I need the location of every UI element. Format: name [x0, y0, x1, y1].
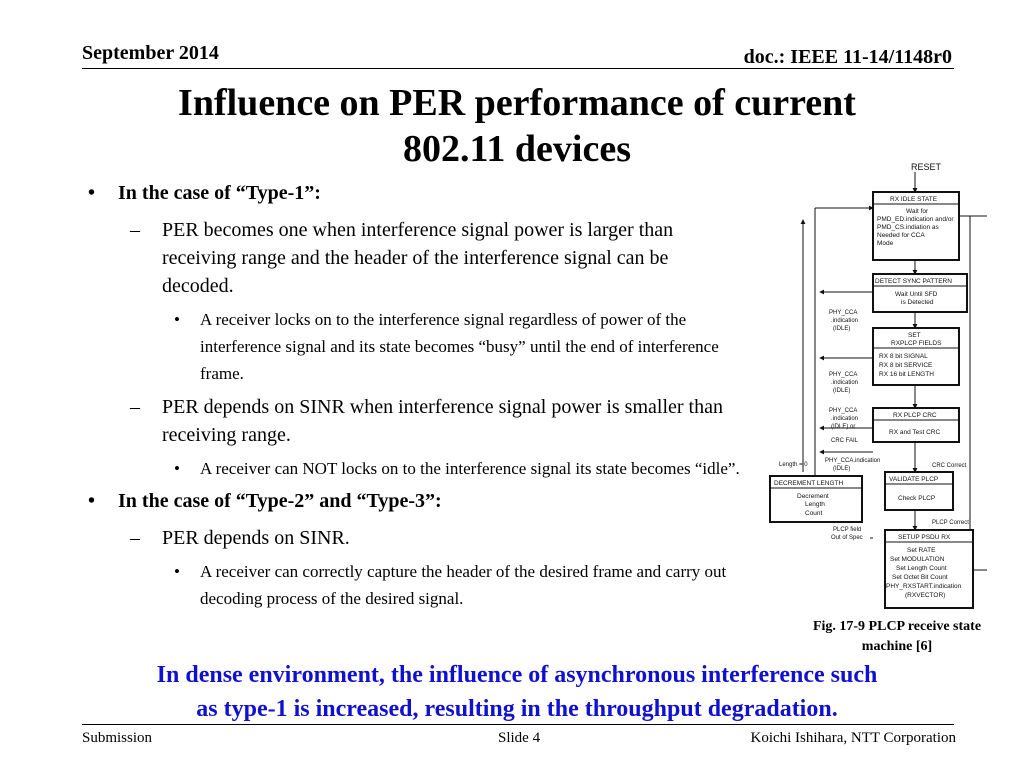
setup-psdu-title: SETUP PSDU RX — [898, 534, 951, 541]
set-rxplcp-title: SET — [908, 332, 921, 339]
cca-label: (IDLE) — [833, 326, 851, 332]
bullet-dot: • — [174, 459, 180, 478]
detect-sync-line: is Detected — [901, 299, 934, 306]
caption-line-1: Fig. 17-9 PLCP receive state — [812, 619, 982, 634]
bullet-text: In the case of “Type-2” and “Type-3”: — [118, 490, 442, 512]
header-date: September 2014 — [82, 42, 219, 64]
subbullet-per-one — [80, 216, 760, 300]
cca-label: .indication — [831, 380, 859, 386]
rx-plcp-crc-line: RX and Test CRC — [889, 429, 941, 436]
subbullet-per-sinr-2 — [80, 524, 760, 552]
dash-marker: – — [130, 527, 140, 549]
cca-label: .indication — [831, 318, 859, 324]
set-rxplcp-line: RX 8 bit SIGNAL — [879, 353, 928, 360]
set-rxplcp-line: RX 16 bit LENGTH — [879, 371, 934, 378]
plcp-field-label: Out of Spec — [831, 535, 863, 541]
subbullet-per-sinr — [80, 393, 760, 449]
subsubbullet-locks-on — [80, 306, 760, 387]
bullet-dot: • — [174, 562, 180, 581]
bullet-dot: • — [88, 490, 96, 512]
dash-marker: – — [130, 219, 140, 241]
setup-psdu-line: PHY_RXSTART.indication — [886, 583, 962, 590]
footer-divider — [82, 724, 954, 725]
cca-label: (IDLE) — [833, 388, 851, 394]
set-rxplcp-title: RXPLCP FIELDS — [891, 340, 942, 347]
bullet-dot: • — [88, 182, 96, 204]
bullet-text: PER becomes one when interference signal power is larger than receiving range and the header of the interference signal can be decoded. — [162, 219, 674, 297]
header-divider — [82, 68, 954, 69]
cca-label: (IDLE) or — [831, 424, 856, 430]
plcp-field-label: PLCP field — [833, 527, 862, 533]
caption-line-2: machine [6] — [861, 639, 933, 654]
setup-psdu-line: Set Octet Bit Count — [892, 574, 948, 581]
footer-author: Koichi Ishihara, NTT Corporation — [750, 730, 956, 746]
title-line-1: Influence on PER performance of current — [178, 82, 856, 124]
bullet-dot: • — [174, 310, 180, 329]
cca-label: PHY_CCA — [829, 310, 858, 316]
length-zero-label: Length = 0 — [779, 462, 808, 468]
conclusion-text — [70, 658, 964, 726]
decrement-line: Count — [805, 510, 823, 517]
set-rxplcp-line: RX 8 bit SERVICE — [879, 362, 933, 369]
subsubbullet-not-locks — [80, 455, 760, 482]
validate-plcp-line: Check PLCP — [898, 495, 936, 502]
slide-title — [60, 80, 974, 172]
conclusion-line-1: In dense environment, the influence of asynchronous interference such — [156, 662, 878, 688]
cca-label: PHY_CCA — [829, 372, 858, 378]
dash-marker: – — [130, 396, 140, 418]
setup-psdu-line: (RXVECTOR) — [905, 592, 946, 599]
setup-psdu-line: Set RATE — [907, 547, 936, 554]
bullet-text: A receiver locks on to the interference signal regardless of power of the interference signal and its state becomes “busy” until the end of interference frame. — [200, 310, 719, 383]
footer-slide-number: Slide 4 — [498, 730, 541, 746]
reset-label: RESET — [911, 162, 942, 172]
validate-plcp-title: VALIDATE PLCP — [889, 476, 939, 483]
cca-label: (IDLE) — [833, 466, 851, 472]
bullet-text: In the case of “Type-1”: — [118, 182, 321, 204]
crc-correct-label: CRC Correct — [932, 463, 967, 469]
conclusion-line-2: as type-1 is increased, resulting in the throughput degradation. — [196, 696, 838, 722]
header-doc-id: doc.: IEEE 11-14/1148r0 — [743, 46, 952, 68]
footer-submission: Submission — [82, 730, 153, 746]
title-line-2: 802.11 devices — [403, 128, 631, 170]
decrement-title: DECREMENT LENGTH — [774, 480, 844, 487]
bullet-type2-type3 — [80, 488, 760, 514]
bullet-text: PER depends on SINR. — [162, 527, 350, 549]
rx-idle-line: Wait for — [906, 208, 929, 215]
cca-label: PHY_CCA.indication — [825, 458, 881, 464]
rx-idle-line: PMD_ED.indication and/or — [877, 216, 954, 223]
decrement-line: Length — [805, 501, 825, 508]
subsubbullet-capture-header — [80, 558, 760, 612]
plcp-correct-label: PLCP Correct — [932, 520, 969, 526]
bullet-text: A receiver can correctly capture the header of the desired frame and carry out decoding process of the desired signal. — [200, 562, 727, 608]
rx-idle-title: RX IDLE STATE — [890, 196, 938, 203]
detect-sync-line: Wait Until SFD — [895, 291, 938, 298]
decrement-line: Decrement — [797, 493, 829, 500]
bullet-type1 — [80, 180, 760, 206]
detect-sync-title: DETECT SYNC PATTERN — [875, 278, 952, 285]
setup-psdu-line: Set Length Count — [896, 565, 947, 572]
rx-idle-line: Mode — [877, 240, 894, 247]
rx-idle-line: PMD_CS.indiation as — [877, 224, 939, 231]
bullet-text: PER depends on SINR when interference signal power is smaller than receiving range. — [162, 396, 723, 446]
cca-label: PHY_CCA — [829, 408, 858, 414]
bullet-text: A receiver can NOT locks on to the interference signal its state becomes “idle”. — [200, 459, 740, 478]
bullet-list — [80, 180, 760, 618]
cca-label: .indication — [831, 416, 859, 422]
setup-psdu-line: Set MODULATION — [890, 556, 945, 563]
cca-label: CRC FAIL — [831, 438, 859, 444]
plcp-state-machine-diagram — [765, 160, 995, 615]
rx-plcp-crc-title: RX PLCP CRC — [893, 412, 937, 419]
rx-idle-line: Needed for CCA — [877, 232, 925, 239]
figure-caption — [782, 617, 1012, 657]
